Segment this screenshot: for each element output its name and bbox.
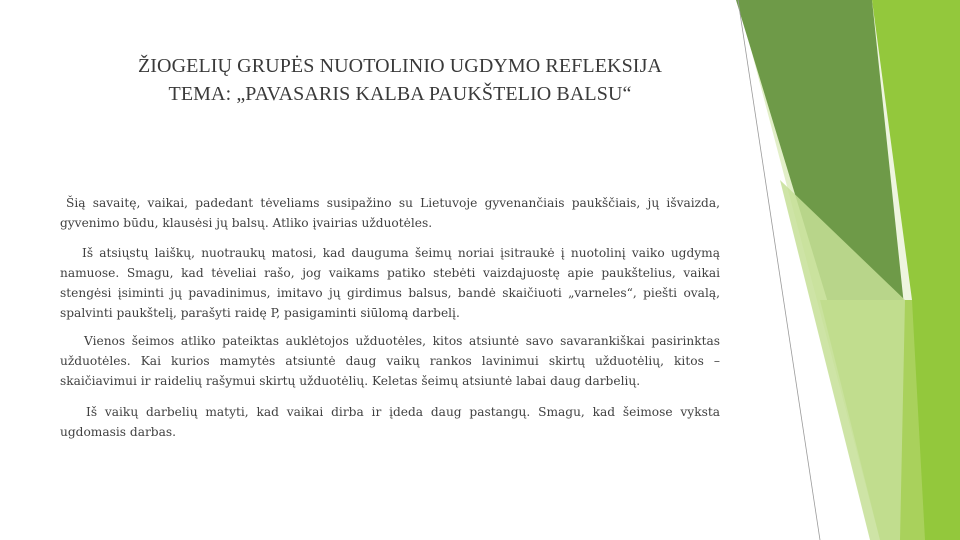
slide-body (60, 193, 720, 450)
paragraph-4: Iš vaikų darbelių matyti, kad vaikai dirba ir įdeda daug pastangų. Smagu, kad šeimose vyksta ugdomasis darbas. (60, 405, 720, 439)
title-line-2: TEMA: „PAVASARIS KALBA PAUKŠTELIO BALSU“ (168, 83, 632, 105)
paragraph-3: Vienos šeimos atliko pateiktas auklėtojos užduotėles, kitos atsiuntė savo savarankiškai pasirinktas užduotėles. Kai kurios mamytės atsiuntė daug vaikų rankos lavinimui skirtų užduotėlių, kitos – skaičiavimui ir raidelių rašymui skirtų užduotėlių. Keletas šeimų atsiuntė labai daug darbelių. (60, 334, 720, 388)
paragraph-2: Iš atsiųstų laiškų, nuotraukų matosi, kad dauguma šeimų noriai įsitraukė į nuotolinį vaiko ugdymą namuose. Smagu, kad tėveliai rašo, jog vaikams patiko stebėti vaizdajuostę apie paukštelius, vaikai stengėsi įsiminti jų pavadinimus, imitavo jų girdimus balsus, bandė skaičiuoti „varneles“, piešti ovalą, spalvinti paukštelį, parašyti raidę P, pasigaminti siūlomą darbelį. (60, 246, 720, 320)
slide-title (60, 52, 740, 108)
title-line-1: ŽIOGELIŲ GRUPĖS NUOTOLINIO UGDYMO REFLEKSIJA (137, 55, 662, 77)
paragraph-1: Šią savaitę, vaikai, padedant tėveliams susipažino su Lietuvoje gyvenančiais paukščiais, jų išvaizda, gyvenimo būdu, klausėsi jų balsų. Atliko įvairias užduotėles. (60, 196, 720, 230)
